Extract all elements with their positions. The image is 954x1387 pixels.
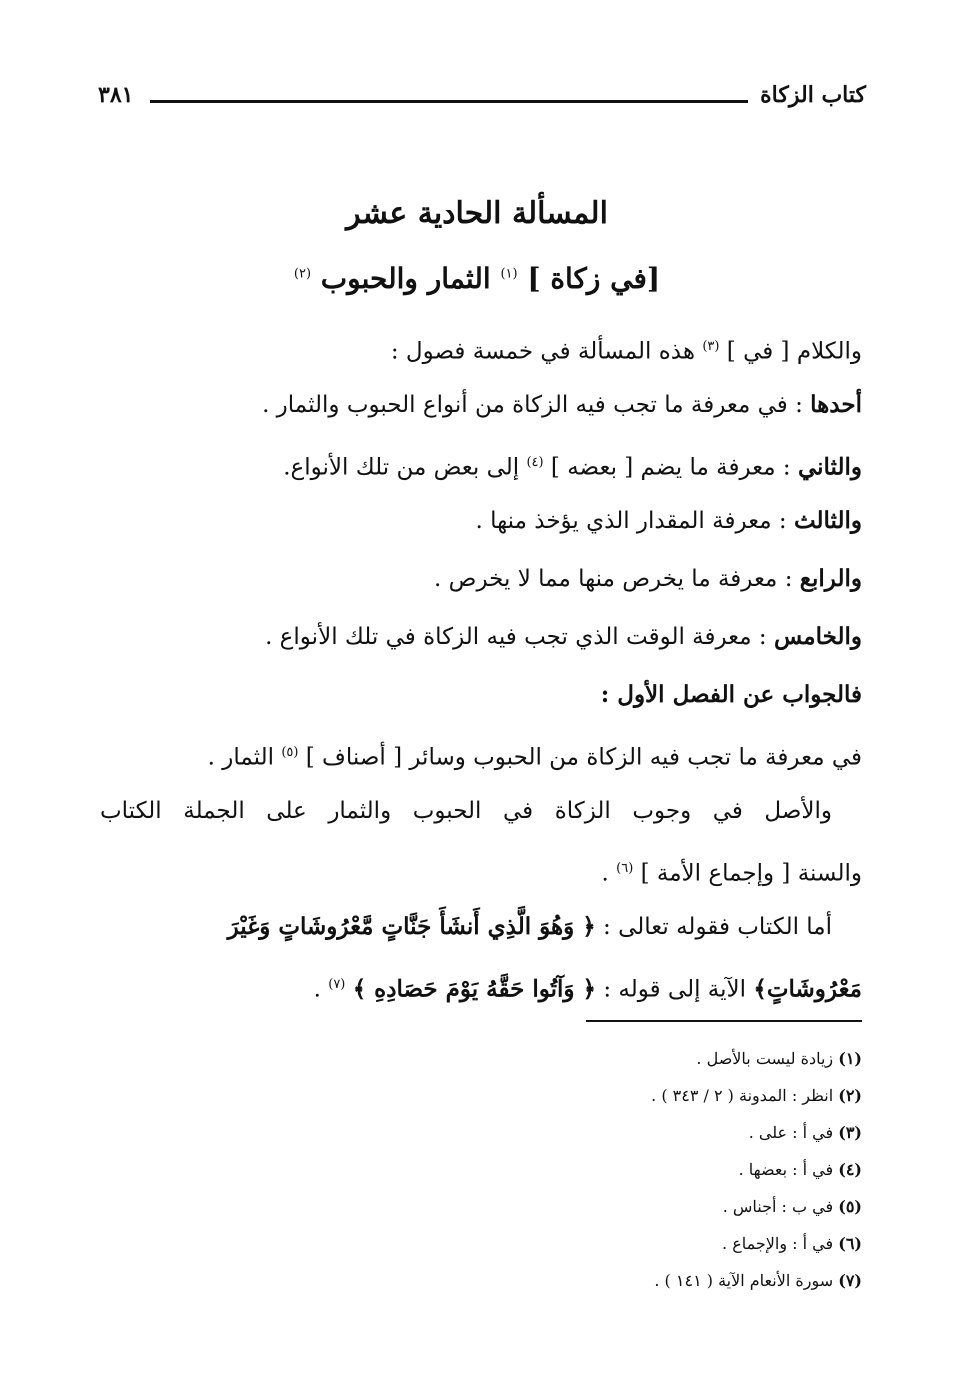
paragraph-1 <box>100 724 862 782</box>
quran-verse-1: ﴿ وَهُوَ الَّذِي أَنشَأَ جَنَّاتٍ مَّعْرُوشَاتٍ وَغَيْرَ <box>227 913 596 940</box>
paragraph-3-line-1 <box>100 898 862 956</box>
footnote-text: سورة الأنعام الآية ( ١٤١ ) . <box>654 1271 834 1290</box>
list-item <box>100 434 862 492</box>
footnote-text: في أ : بعضها . <box>738 1160 834 1179</box>
body-text <box>100 318 862 1014</box>
chapter-subheading <box>0 262 954 295</box>
footnote-ref-4[interactable]: (٤) <box>526 455 544 470</box>
footnote-number: (٤) <box>838 1160 862 1179</box>
list-item <box>100 492 862 550</box>
item-text: : في معرفة ما تجب فيه الزكاة من أنواع الحبوب والثمار . <box>262 392 811 418</box>
intro-line <box>100 318 862 376</box>
para3-end: . <box>313 976 321 1003</box>
footnote-ref-3[interactable]: (٣) <box>702 339 720 354</box>
footnote-text: في أ : والإجماع . <box>722 1234 834 1253</box>
footnote-ref-2[interactable]: (٢) <box>293 266 312 282</box>
item-lead: والثاني <box>797 453 862 481</box>
footnote-number: (٦) <box>838 1234 862 1253</box>
subheading-bracket: [في زكاة ] <box>527 262 661 295</box>
intro-pre: والكلام [ في ] <box>726 338 862 365</box>
para2-post: . <box>601 860 609 887</box>
footnote-number: (٣) <box>838 1123 862 1142</box>
para1-post: الثمار . <box>207 744 274 771</box>
para1-pre: في معرفة ما تجب فيه الزكاة من الحبوب وسائر [ أصناف ] <box>305 744 862 771</box>
running-header <box>98 78 866 118</box>
footnote-item <box>262 1151 862 1188</box>
item-lead: والرابع <box>799 565 862 592</box>
paragraph-2-line-2 <box>100 840 862 898</box>
footnote-item <box>262 1077 862 1114</box>
header-rule <box>150 100 748 103</box>
list-item <box>100 608 862 666</box>
footnote-ref-7[interactable]: (٧) <box>328 977 346 992</box>
footnote-rule <box>586 1020 862 1022</box>
item-text-post: إلى بعض من تلك الأنواع. <box>283 454 520 481</box>
footnote-ref-5[interactable]: (٥) <box>281 745 299 760</box>
quran-verse-1-end: مَعْرُوشَاتٍ﴾ <box>753 975 862 1003</box>
item-text: : معرفة ما يخرص منها مما لا يخرص . <box>434 566 800 592</box>
footnote-number: (١) <box>838 1049 862 1068</box>
para3-pre: أما الكتاب فقوله تعالى : <box>603 914 832 940</box>
paragraph-3-line-2 <box>100 956 862 1014</box>
para3-mid: الآية إلى قوله : <box>603 976 747 1003</box>
footnote-ref-6[interactable]: (٦) <box>616 861 634 876</box>
item-text: : معرفة المقدار الذي يؤخذ منها . <box>475 508 794 534</box>
para2-pre: والسنة [ وإجماع الأمة ] <box>640 860 862 887</box>
footnote-text: في ب : أجناس . <box>722 1197 834 1216</box>
footnote-text: في أ : على . <box>748 1123 834 1142</box>
footnote-item <box>262 1040 862 1077</box>
footnote-text: زيادة ليست بالأصل . <box>696 1049 834 1068</box>
item-text: : معرفة ما يضم [ بعضه ] <box>550 454 798 481</box>
item-lead: والثالث <box>793 507 862 534</box>
subheading-main: الثمار والحبوب <box>320 262 491 295</box>
page-number: ٣٨١ <box>98 82 134 108</box>
paragraph-2-line-1: والأصل في وجوب الزكاة في الحبوب والثمار على الجملة الكتاب <box>100 798 832 824</box>
item-text: : معرفة الوقت الذي تجب فيه الزكاة في تلك الأنواع . <box>265 624 774 650</box>
footnote-number: (٥) <box>838 1197 862 1216</box>
footnote-item <box>262 1188 862 1225</box>
footnote-ref-1[interactable]: (١) <box>500 266 518 282</box>
item-lead: والخامس <box>773 623 862 650</box>
footnote-text: انظر : المدونة ( ٢ / ٣٤٣ ) . <box>651 1086 834 1105</box>
header-title: كتاب الزكاة <box>760 82 866 108</box>
footnote-item <box>262 1262 862 1299</box>
chapter-heading: المسألة الحادية عشر <box>346 196 608 231</box>
footnote-number: (٧) <box>838 1271 862 1290</box>
footnote-number: (٢) <box>838 1086 862 1105</box>
intro-post: هذه المسألة في خمسة فصول : <box>390 338 696 365</box>
footnote-item <box>262 1114 862 1151</box>
footnote-item <box>262 1225 862 1262</box>
list-item <box>100 376 862 434</box>
footnotes <box>262 1040 862 1299</box>
answer-heading: فالجواب عن الفصل الأول : <box>600 681 862 708</box>
quran-verse-2: ﴿ وَآتُوا حَقَّهُ يَوْمَ حَصَادِهِ ﴾ <box>352 975 597 1003</box>
list-item <box>100 550 862 608</box>
item-lead: أحدها <box>810 391 862 418</box>
